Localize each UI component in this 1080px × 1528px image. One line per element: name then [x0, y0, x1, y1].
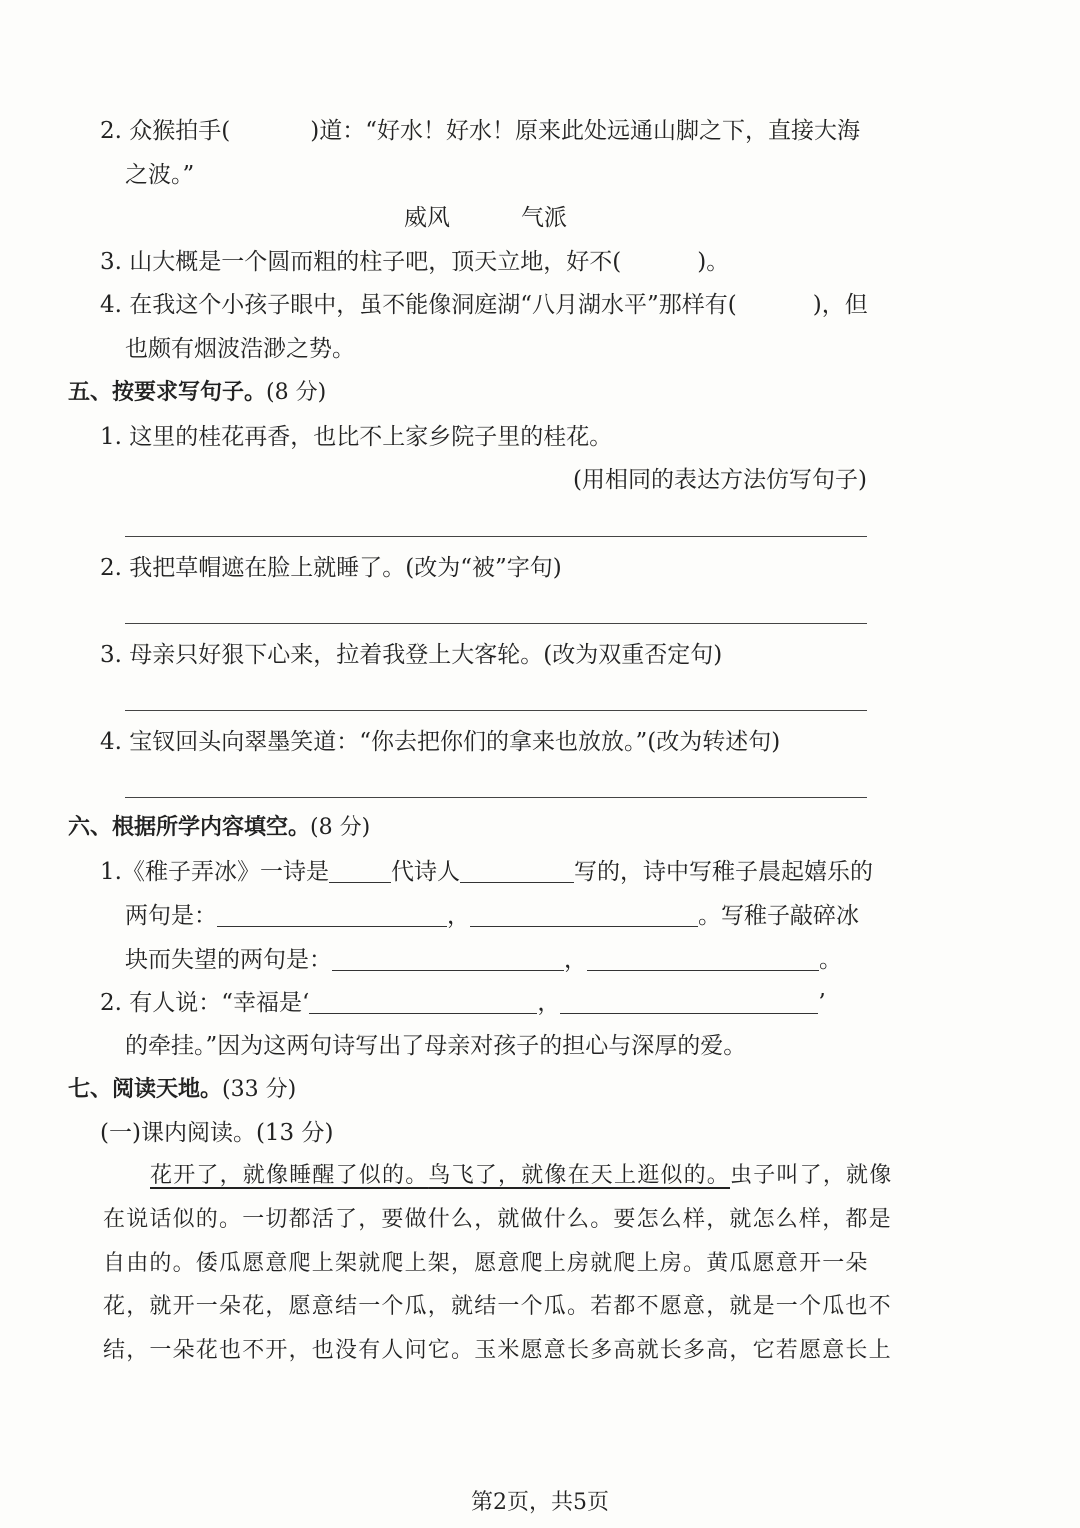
underlined-sentence-1: 花开了，就像睡醒了似的。: [150, 1163, 429, 1188]
s6-q1-line2: [125, 901, 859, 931]
s6-q2-blank-2[interactable]: [560, 991, 818, 1014]
s6-q1-text-i: 。: [819, 947, 842, 973]
s6-q1-text-a: 1.《稚子弄冰》一诗是: [100, 859, 329, 885]
s5-q2-answer-line[interactable]: [125, 623, 867, 624]
section6-title: 六、根据所学内容填空。: [68, 815, 311, 840]
passage-line-4: 花，就开一朵花，愿意结一个瓜，就结一个瓜。若都不愿意，就是一个瓜也不: [103, 1294, 892, 1319]
s6-q1-blank-4[interactable]: [470, 904, 698, 927]
section7-points: (33 分): [222, 1077, 297, 1102]
s6-q1-line1: [100, 857, 873, 887]
s6-q1-text-f: 。写稚子敲碎冰: [698, 903, 859, 929]
s4-q2-before: 2. 众猴拍手(: [100, 118, 231, 144]
passage-line-2: 在说话似的。一切都活了，要做什么，就做什么。要怎么样，就怎么样，都是: [103, 1207, 892, 1232]
s6-q1-blank-6[interactable]: [587, 948, 819, 971]
s4-q4-before: 4. 在我这个小孩子眼中，虽不能像洞庭湖“八月湖水平”那样有(: [100, 292, 737, 318]
s5-q3-answer-line[interactable]: [125, 710, 867, 711]
s6-q1-text-e: ，: [447, 903, 470, 929]
s6-q2-text-a: 2. 有人说：“幸福是‘: [100, 990, 310, 1016]
s6-q1-text-c: 写的，诗中写稚子晨起嬉乐的: [573, 859, 873, 885]
s6-q2-line1: [100, 988, 826, 1018]
s4-q4-after: )，但: [812, 292, 868, 318]
passage-line-5: 结，一朵花也不开，也没有人问它。玉米愿意长多高就长多高，它若愿意长上: [103, 1338, 892, 1363]
section6-points: (8 分): [310, 815, 371, 840]
s4-q2-after: )道：“好水！好水！原来此处远通山脚之下，直接大海: [310, 118, 860, 144]
section5-points: (8 分): [266, 380, 327, 405]
section6-heading: [68, 813, 370, 843]
page-footer: 第2页，共5页: [471, 1490, 609, 1515]
s6-q1-text-b: 代诗人: [390, 859, 460, 885]
s5-q3: 3. 母亲只好狠下心来，拉着我登上大客轮。(改为双重否定句): [100, 642, 723, 668]
section7-heading: [68, 1075, 296, 1105]
s5-q4: 4. 宝钗回头向翠墨笑道：“你去把你们的拿来也放放。”(改为转述句): [100, 729, 781, 755]
s6-q1-text-d: 两句是：: [125, 903, 217, 929]
s4-option-2: 气派: [521, 205, 567, 231]
s6-q1-text-h: ，: [564, 947, 587, 973]
s4-q3-before: 3. 山大概是一个圆而粗的柱子吧，顶天立地，好不(: [100, 249, 622, 275]
s5-q1-answer-line[interactable]: [125, 536, 867, 537]
s4-q2-line1: [100, 116, 860, 146]
s6-q2-text-b: ，: [537, 990, 561, 1016]
section5-heading: [68, 378, 326, 408]
s4-q4-line1: [100, 290, 868, 320]
s4-q3-after: )。: [697, 249, 730, 275]
s4-q4-line2: 也颇有烟波浩渺之势。: [125, 336, 355, 362]
s6-q1-blank-poet[interactable]: [460, 860, 574, 883]
passage-line-3: 自由的。倭瓜愿意爬上架就爬上架，愿意爬上房就爬上房。黄瓜愿意开一朵: [103, 1251, 869, 1276]
s6-q1-line3: [125, 945, 842, 975]
s6-q1-text-g: 块而失望的两句是：: [125, 947, 332, 973]
s6-q2-line2: 的牵挂。”因为这两句诗写出了母亲对孩子的担心与深厚的爱。: [125, 1033, 747, 1059]
underlined-sentence-2: 鸟飞了，就像在天上逛似的。: [428, 1163, 731, 1188]
section7-title: 七、阅读天地。: [68, 1077, 223, 1102]
s6-q1-blank-5[interactable]: [332, 948, 564, 971]
s6-q2-text-c: ’: [818, 990, 826, 1016]
s6-q1-blank-3[interactable]: [217, 904, 447, 927]
s5-q1-instruction: (用相同的表达方法仿写句子): [573, 467, 867, 493]
passage-line-1: [150, 1161, 892, 1191]
s5-q4-answer-line[interactable]: [125, 797, 867, 798]
passage-line-1-rest: 虫子叫了，就像: [730, 1163, 893, 1188]
s5-q1: 1. 这里的桂花再香，也比不上家乡院子里的桂花。: [100, 424, 613, 450]
s4-q2-line2: 之波。”: [125, 162, 195, 188]
s4-q3: [100, 247, 729, 277]
s6-q1-blank-dynasty[interactable]: [329, 860, 391, 883]
section5-title: 五、按要求写句子。: [68, 380, 267, 405]
s5-q2: 2. 我把草帽遮在脸上就睡了。(改为“被”字句): [100, 555, 562, 581]
s6-q2-blank-1[interactable]: [309, 991, 537, 1014]
s7-subsection-1: (一)课内阅读。(13 分): [100, 1120, 334, 1146]
s4-option-1: 威风: [404, 205, 450, 231]
